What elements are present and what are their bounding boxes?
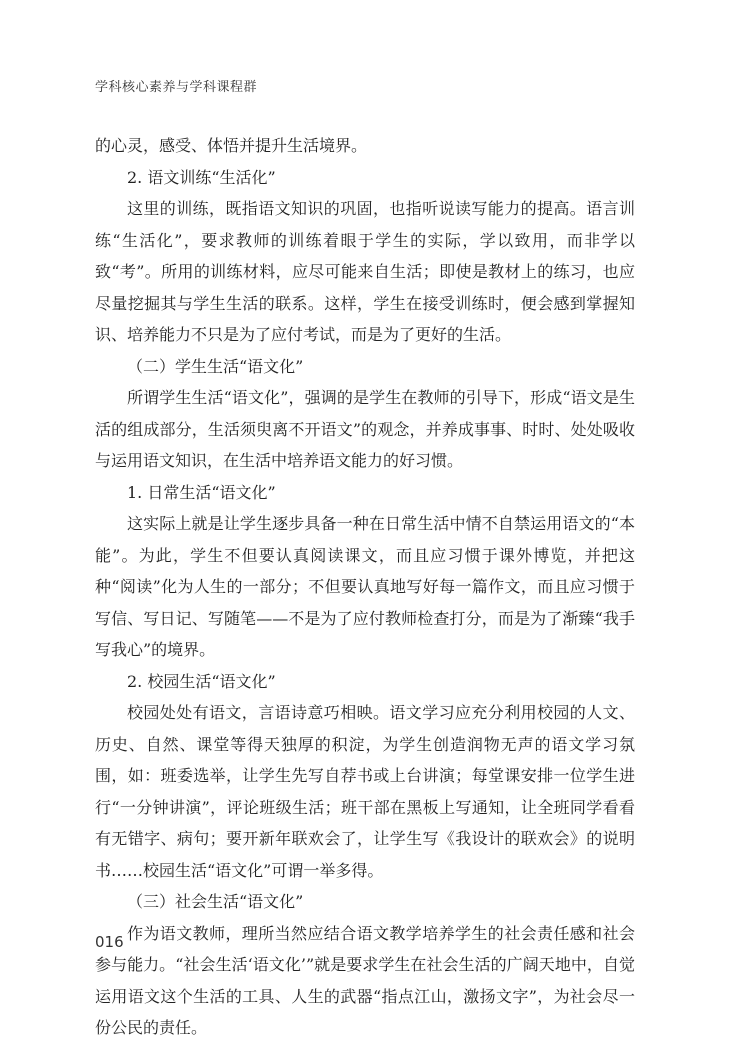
paragraph: 这实际上就是让学生逐步具备一种在日常生活中情不自禁运用语文的“本能”。为此，学生不但要认真阅读课文，而且应习惯于课外博览，并把这种“阅读”化为人生的一部分；不但要认真地写好每一篇作文，而且应习惯于写信、写日记、写随笔——不是为了应付教师检查打分，而是为了渐臻“我手写我心”的境界。 (95, 514, 635, 659)
section-heading: （三）社会生活“语文化” (127, 892, 304, 911)
section-heading: 2. 校园生活“语文化” (127, 671, 276, 691)
paragraph: 的心灵，感受、体悟并提升生活境界。 (95, 136, 368, 155)
section-heading: 2. 语文训练“生活化” (127, 167, 276, 187)
running-header: 学科核心素养与学科课程群 (95, 80, 258, 95)
page-number: 016 (95, 933, 124, 951)
paragraph: 校园处处有语文，言语诗意巧相映。语文学习应充分利用校园的人文、历史、自然、课堂等得天独厚的积淀，为学生创造润物无声的语文学习氛围，如：班委选举，让学生先写自荐书或上台讲演；每堂课安排一位学生进行“一分钟讲演”，评论班级生活；班干部在黑板上写通知，让全班同学看看有无错字、病句；要开新年联欢会了，让学生写《我设计的联欢会》的说明书……校园生活“语文化”可谓一举多得。 (95, 703, 635, 880)
paragraph: 这里的训练，既指语文知识的巩固，也指听说读写能力的提高。语言训练“生活化”，要求教师的训练着眼于学生的实际，学以致用，而非学以致“考”。所用的训练材料，应尽可能来自生活；即使是教材上的练习，也应尽量挖掘其与学生生活的联系。这样，学生在接受训练时，便会感到掌握知识、培养能力不只是为了应付考试，而是为了更好的生活。 (95, 199, 635, 344)
paragraph: 作为语文教师，理所当然应结合语文教学培养学生的社会责任感和社会参与能力。“社会生活‘语文化’”就是要求学生在社会生活的广阔天地中，自觉运用语文这个生活的工具、人生的武器“指点江山，激扬文字”，为社会尽一份公民的责任。 (95, 923, 635, 1037)
section-heading: （二）学生生活“语文化” (127, 356, 304, 376)
paragraph: 所谓学生生活“语文化”，强调的是学生在教师的引导下，形成“语文是生活的组成部分，生活须臾离不开语文”的观念，并养成事事、时时、处处吸收与运用语文知识，在生活中培养语文能力的好习惯。 (95, 388, 635, 470)
body-text (95, 130, 635, 1044)
section-heading: 1. 日常生活“语文化” (127, 482, 276, 502)
